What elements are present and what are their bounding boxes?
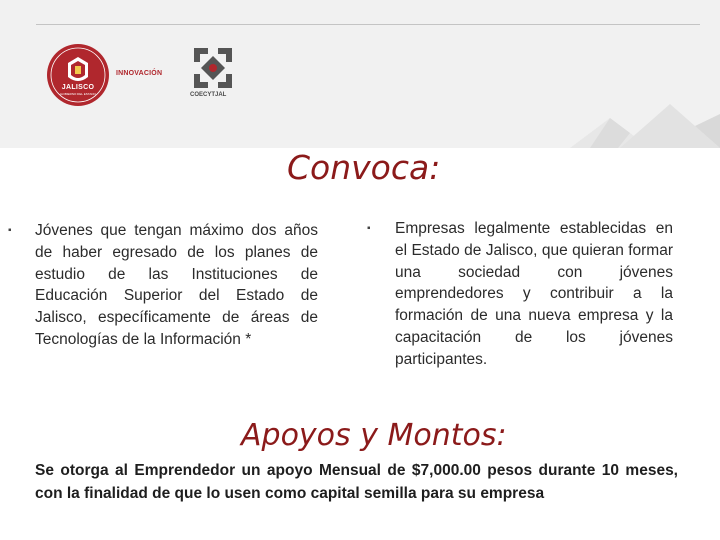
bullet-young-graduates: Jóvenes que tengan máximo dos años de haber egresado de los planes de estudio de las Instituciones de Educación Superior del Estado de Jalisco, específicamente de áreas de Tecnologías de la Información * — [35, 222, 318, 348]
bullet-square-icon: ▪ — [8, 225, 12, 236]
support-heading: Apoyos y Montos: — [241, 418, 507, 453]
bullet-square-icon: ▪ — [367, 223, 371, 234]
jalisco-seal-icon — [46, 43, 110, 107]
innovation-label: INNOVACIÓN — [116, 70, 163, 77]
header-divider — [36, 24, 700, 25]
coecytjal-logo-label: COECYTJAL — [190, 92, 227, 98]
call-heading: Convoca: — [287, 148, 441, 187]
bullet-companies: Empresas legalmente establecidas en el Estado de Jalisco, que quieran formar una sociedad con jóvenes emprendedores y contribuir a la formación de una nueva empresa y la capacitación de los jóvenes participantes. — [395, 220, 673, 368]
support-description: Se otorga al Emprendedor un apoyo Mensual de $7,000.00 pesos durante 10 meses, con la finalidad de que lo usen como capital semilla para su empresa — [35, 462, 678, 502]
jalisco-logo-label: JALISCO — [61, 84, 95, 91]
jalisco-logo-subtitle: GOBIERNO DEL ESTADO — [60, 92, 96, 96]
mountain-decoration-icon — [560, 90, 720, 148]
coecytjal-logo-icon — [192, 48, 234, 88]
